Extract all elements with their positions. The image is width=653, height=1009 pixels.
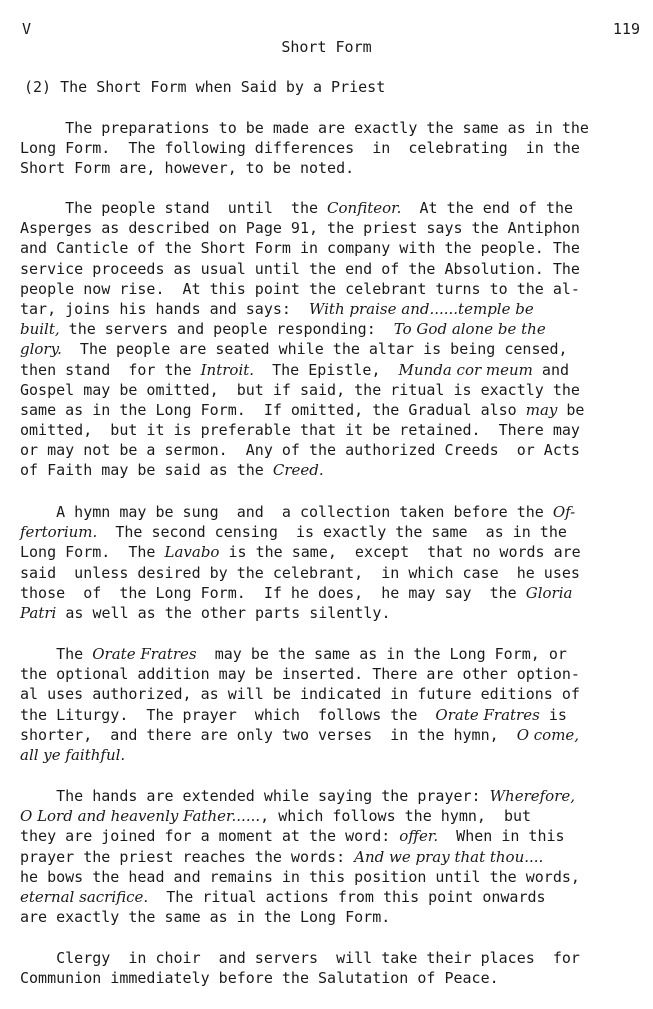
text-line xyxy=(20,887,640,907)
text-line xyxy=(20,542,640,562)
text-run: the servers and people responding: xyxy=(59,320,394,339)
paragraph-people-stand xyxy=(20,198,640,481)
text-line xyxy=(20,867,640,887)
text-run: said unless desired by the celebrant, in which case he uses xyxy=(20,563,580,582)
italic-text-run: Creed. xyxy=(272,461,324,480)
italic-text-run: Confiteor. xyxy=(327,199,402,217)
text-run: shorter, and there are only two verses in the hymn, xyxy=(20,725,517,744)
text-run: service proceeds as usual until the end of the Absolution. The xyxy=(20,259,580,278)
italic-text-run: And we pray that thou.... xyxy=(354,847,544,866)
text-line xyxy=(20,603,640,623)
text-line xyxy=(20,522,640,542)
italic-text-run: Wherefore, xyxy=(489,787,576,805)
text-run: omitted, but it is preferable that it be retained. There may xyxy=(20,421,580,440)
text-run: When in this xyxy=(438,827,565,846)
italic-text-run: Munda cor meum xyxy=(398,360,533,379)
italic-text-run: fertorium. xyxy=(20,523,98,542)
italic-text-run: Lavabo xyxy=(164,543,220,562)
section-heading: (2) The Short Form when Said by a Priest xyxy=(24,78,386,96)
text-run: , which follows the hymn, but xyxy=(260,807,532,826)
italic-text-run: may xyxy=(525,400,558,419)
text-line xyxy=(20,826,640,846)
text-line xyxy=(20,218,640,238)
paragraph-preparations xyxy=(20,118,640,179)
text-line xyxy=(20,299,640,319)
text-run: Communion immediately before the Salutation of Peace. xyxy=(20,969,499,988)
text-line xyxy=(20,400,640,420)
text-run: The preparations to be made are exactly the same as in the xyxy=(20,119,589,137)
text-line xyxy=(20,440,640,460)
italic-text-run: Patri xyxy=(20,603,57,622)
text-run: is xyxy=(539,705,567,724)
text-run: Long Form. The xyxy=(20,543,165,562)
paragraph-hands-extended xyxy=(20,786,640,927)
text-run: prayer the priest reaches the words: xyxy=(20,847,355,866)
italic-text-run: glory. xyxy=(20,340,62,359)
italic-text-run: built, xyxy=(20,320,60,339)
text-line xyxy=(20,158,640,178)
text-line xyxy=(20,118,640,138)
chapter-number: V xyxy=(22,20,32,38)
italic-text-run: Of- xyxy=(552,503,576,521)
text-run: the optional addition may be inserted. There are other option- xyxy=(20,665,580,684)
text-line xyxy=(20,664,640,684)
text-run: are exactly the same as in the Long Form. xyxy=(20,908,391,927)
text-run: may be the same as in the Long Form, or xyxy=(196,645,567,663)
text-run: and xyxy=(532,360,570,379)
text-line xyxy=(20,238,640,258)
text-line xyxy=(20,907,640,927)
text-run: people now rise. At this point the celebrant turns to the al- xyxy=(20,279,580,298)
italic-text-run: all ye faithful. xyxy=(20,745,126,764)
text-run: he bows the head and remains in this position until the words, xyxy=(20,867,580,886)
text-run: they are joined for a moment at the word: xyxy=(20,827,400,846)
italic-text-run: With praise and......temple be xyxy=(308,299,534,318)
paragraph-hymn-collection xyxy=(20,502,640,623)
text-run: Short Form are, however, to be noted. xyxy=(20,159,355,178)
text-run: be xyxy=(557,400,585,419)
running-title: Short Form xyxy=(281,38,372,56)
text-line xyxy=(20,198,640,218)
text-line xyxy=(20,725,640,745)
text-run: A hymn may be sung and a collection taken before the xyxy=(20,503,553,521)
text-run: Clergy in choir and servers will take their places for xyxy=(20,949,580,967)
text-run: The people are seated while the altar is being censed, xyxy=(61,340,568,359)
text-run: The ritual actions from this point onwards xyxy=(148,887,546,906)
text-line xyxy=(20,138,640,158)
italic-text-run: O come, xyxy=(516,725,580,744)
text-run: same as in the Long Form. If omitted, the Gradual also xyxy=(20,400,526,419)
text-line xyxy=(20,644,640,664)
text-line xyxy=(20,259,640,279)
italic-text-run: Gloria xyxy=(525,583,573,602)
italic-text-run: Orate Fratres xyxy=(92,645,197,663)
paragraph-clergy-choir xyxy=(20,948,640,988)
text-line xyxy=(20,460,640,480)
text-run: al uses authorized, as will be indicated in future editions of xyxy=(20,685,580,704)
text-run: Asperges as described on Page 91, the priest says the Antiphon xyxy=(20,219,580,238)
text-line xyxy=(20,684,640,704)
paragraph-orate-fratres xyxy=(20,644,640,765)
text-run: or may not be a sermon. Any of the authorized Creeds or Acts xyxy=(20,441,580,460)
text-line xyxy=(20,420,640,440)
italic-text-run: Orate Fratres xyxy=(435,705,540,724)
text-line xyxy=(20,279,640,299)
italic-text-run: Introit. xyxy=(200,360,255,379)
italic-text-run: offer. xyxy=(399,827,439,846)
italic-text-run: O Lord and heavenly Father...... xyxy=(20,807,261,826)
text-run: The second censing is exactly the same as in the xyxy=(97,523,567,542)
text-line xyxy=(20,502,640,522)
text-run: then stand for the xyxy=(20,360,201,379)
text-run: as well as the other parts silently. xyxy=(56,603,391,622)
text-run: those of the Long Form. If he does, he may say the xyxy=(20,583,526,602)
page-number: 119 xyxy=(612,20,640,38)
text-line xyxy=(20,968,640,988)
text-run: Gospel may be omitted, but if said, the ritual is exactly the xyxy=(20,380,580,399)
text-line xyxy=(20,380,640,400)
text-line xyxy=(20,319,640,339)
text-line xyxy=(20,583,640,603)
text-run: of Faith may be said as the xyxy=(20,461,273,480)
text-run: The xyxy=(20,645,93,663)
text-run: The people stand until the xyxy=(20,199,328,217)
text-run: tar, joins his hands and says: xyxy=(20,299,309,318)
text-line xyxy=(20,847,640,867)
text-line xyxy=(20,563,640,583)
text-run: the Liturgy. The prayer which follows the xyxy=(20,705,436,724)
text-run: The Epistle, xyxy=(254,360,399,379)
text-line xyxy=(20,786,640,806)
text-line xyxy=(20,360,640,380)
text-run: is the same, except that no words are xyxy=(219,543,581,562)
text-line xyxy=(20,705,640,725)
text-run: and Canticle of the Short Form in company with the people. The xyxy=(20,239,580,258)
text-line xyxy=(20,948,640,968)
italic-text-run: eternal sacrifice. xyxy=(20,887,149,906)
text-run: At the end of the xyxy=(401,199,574,217)
text-line xyxy=(20,339,640,359)
text-run: Long Form. The following differences in celebrating in the xyxy=(20,139,580,158)
text-run: The hands are extended while saying the prayer: xyxy=(20,787,490,805)
text-line xyxy=(20,745,640,765)
text-line xyxy=(20,806,640,826)
italic-text-run: To God alone be the xyxy=(393,320,546,339)
